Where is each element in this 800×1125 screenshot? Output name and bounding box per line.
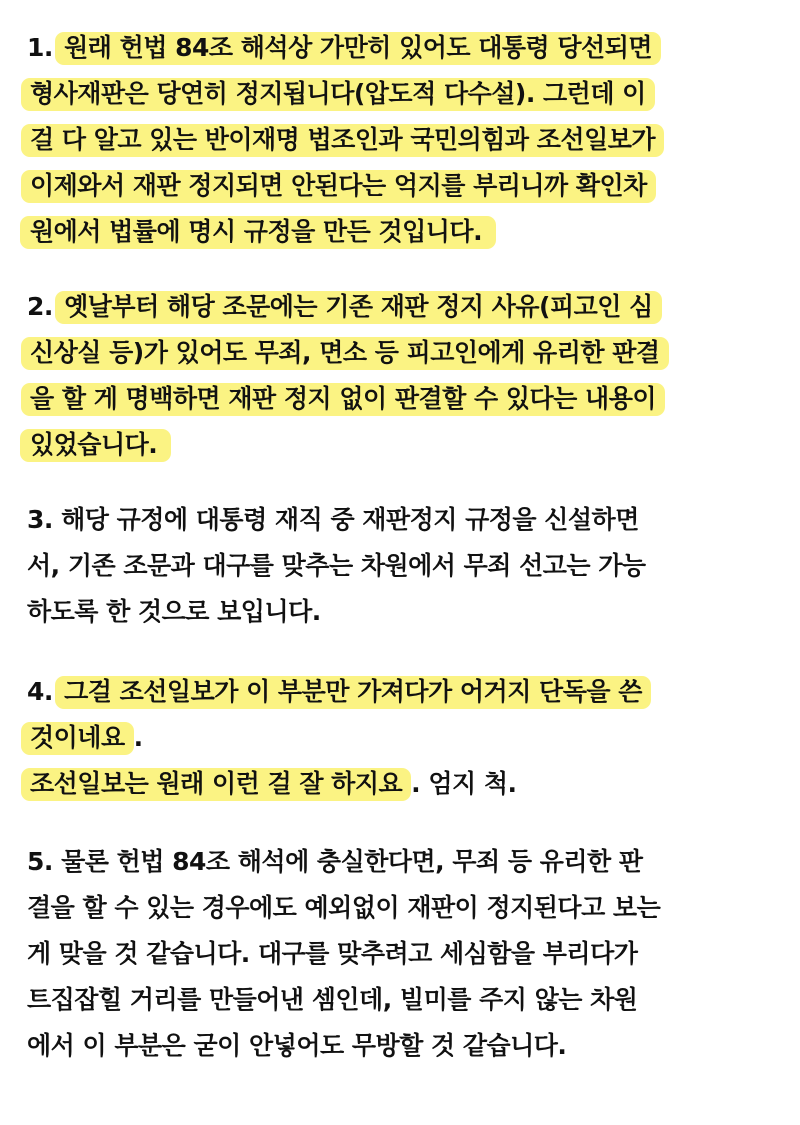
paragraph-1-number: 1.: [27, 33, 53, 62]
body-text: 하도록 한 것으로 보입니다.: [27, 597, 321, 626]
paragraph-4-line-3: [27, 761, 777, 807]
body-text: .: [133, 723, 143, 752]
paragraph-4-line-1: [27, 669, 777, 715]
body-text: 결을 할 수 있는 경우에도 예외없이 재판이 정지된다고 보는: [27, 893, 661, 922]
paragraph-2: [27, 284, 777, 468]
paragraph-2-line-2: [27, 330, 777, 376]
paragraph-3-line-2: [27, 543, 777, 589]
highlighted-text: 을 할 게 명백하면 재판 정지 없이 판결할 수 있다는 내용이: [21, 383, 665, 416]
paragraph-2-line-1: [27, 284, 777, 330]
paragraph-4-number: 4.: [27, 677, 53, 706]
paragraph-3-number: 3.: [27, 505, 53, 534]
paragraph-3-line-3: [27, 589, 777, 635]
body-text: 물론 헌법 84조 해석에 충실한다면, 무죄 등 유리한 판: [61, 847, 643, 876]
highlighted-text: 그걸 조선일보가 이 부분만 가져다가 어거지 단독을 쓴: [55, 676, 651, 709]
paragraph-2-line-4: [27, 422, 777, 468]
paragraph-5-number: 5.: [27, 847, 53, 876]
highlighted-text: 옛날부터 해당 조문에는 기존 재판 정지 사유(피고인 심: [55, 291, 662, 324]
paragraph-1-line-3: [27, 117, 777, 163]
paragraph-1-line-5: [27, 209, 777, 255]
highlighted-text: 것이네요: [21, 722, 134, 755]
highlighted-text: 걸 다 알고 있는 반이재명 법조인과 국민의힘과 조선일보가: [21, 124, 664, 157]
paragraph-5-line-4: [27, 977, 777, 1023]
paragraph-1-line-4: [27, 163, 777, 209]
paragraph-3: [27, 497, 777, 635]
paragraph-5-line-3: [27, 931, 777, 977]
highlighted-text: 원래 헌법 84조 해석상 가만히 있어도 대통령 당선되면: [55, 32, 661, 65]
highlighted-text: 이제와서 재판 정지되면 안된다는 억지를 부리니까 확인차: [21, 170, 656, 203]
highlighted-text: 형사재판은 당연히 정지됩니다(압도적 다수설). 그런데 이: [21, 78, 655, 111]
paragraph-3-line-1: [27, 497, 777, 543]
highlighted-text: 있었습니다.: [20, 429, 171, 462]
body-text: 해당 규정에 대통령 재직 중 재판정지 규정을 신설하면: [61, 505, 639, 534]
paragraph-5: [27, 839, 777, 1069]
body-text: . 엄지 척.: [411, 769, 517, 798]
body-text: 게 맞을 것 같습니다. 대구를 맞추려고 세심함을 부리다가: [27, 939, 638, 968]
paragraph-1-line-2: [27, 71, 777, 117]
highlighted-text: 조선일보는 원래 이런 걸 잘 하지요: [21, 768, 411, 801]
highlighted-text: 원에서 법률에 명시 규정을 만든 것입니다.: [20, 216, 496, 249]
body-text: 서, 기존 조문과 대구를 맞추는 차원에서 무죄 선고는 가능: [27, 551, 646, 580]
paragraph-2-number: 2.: [27, 292, 53, 321]
paragraph-4: [27, 669, 777, 807]
paragraph-5-line-2: [27, 885, 777, 931]
body-text: 트집잡힐 거리를 만들어낸 셈인데, 빌미를 주지 않는 차원: [27, 985, 638, 1014]
paragraph-5-line-5: [27, 1023, 777, 1069]
paragraph-1: [27, 25, 777, 255]
paragraph-4-line-2: [27, 715, 777, 761]
body-text: 에서 이 부분은 굳이 안넣어도 무방할 것 같습니다.: [27, 1031, 567, 1060]
paragraph-1-line-1: [27, 25, 777, 71]
paragraph-5-line-1: [27, 839, 777, 885]
paragraph-2-line-3: [27, 376, 777, 422]
highlighted-text: 신상실 등)가 있어도 무죄, 면소 등 피고인에게 유리한 판결: [21, 337, 669, 370]
